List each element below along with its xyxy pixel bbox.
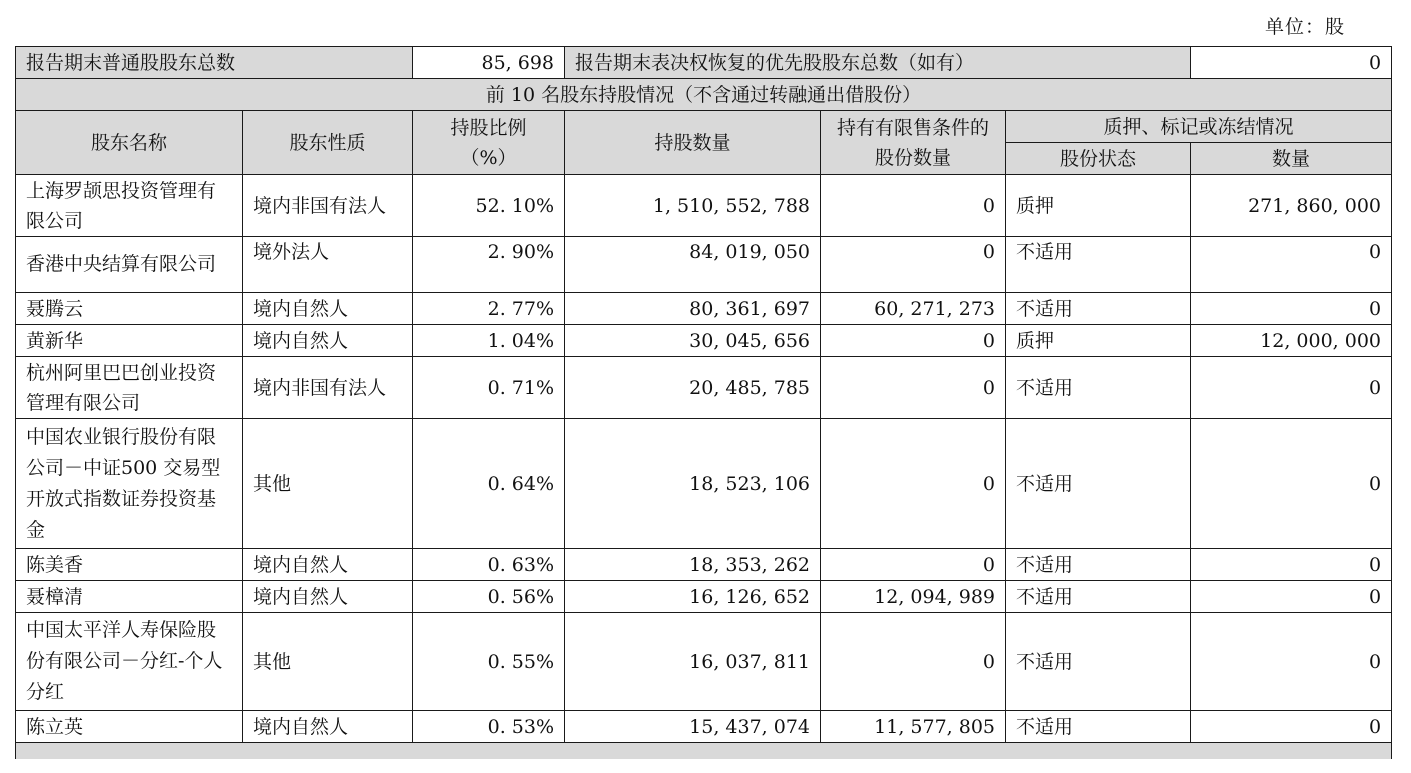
table-row (16, 325, 1392, 357)
table-row (16, 293, 1392, 325)
holding-ratio: 2. 77% (413, 293, 565, 325)
common-holders-label: 报告期末普通股股东总数 (16, 47, 413, 79)
restricted-shares: 60, 271, 273 (821, 293, 1006, 325)
holder-name: 黄新华 (16, 325, 243, 357)
table-row (16, 549, 1392, 581)
pledge-qty: 0 (1191, 293, 1392, 325)
holder-nature: 境内自然人 (243, 581, 413, 613)
header-ratio-label: 持股比例 (450, 116, 527, 139)
holding-shares: 18, 353, 262 (565, 549, 821, 581)
header-pledge-status: 股份状态 (1006, 143, 1191, 175)
table-row (16, 711, 1392, 743)
common-holders-value: 85, 698 (413, 47, 565, 79)
pledge-qty: 0 (1191, 711, 1392, 743)
header-nature: 股东性质 (243, 111, 413, 175)
restricted-shares: 0 (821, 175, 1006, 237)
pledge-status: 质押 (1006, 175, 1191, 237)
holding-shares: 84, 019, 050 (565, 237, 821, 293)
pledge-status: 不适用 (1006, 357, 1191, 419)
header-restricted: 持有有限售条件的股份数量 (821, 111, 1006, 175)
holding-ratio: 0. 53% (413, 711, 565, 743)
holding-ratio: 0. 56% (413, 581, 565, 613)
header-name: 股东名称 (16, 111, 243, 175)
pledge-qty: 0 (1191, 419, 1392, 549)
header-ratio-unit: （%） (460, 146, 517, 169)
holder-nature: 境内自然人 (243, 325, 413, 357)
header-pledge-qty: 数量 (1191, 143, 1392, 175)
header-row-1 (16, 111, 1392, 143)
table-row (16, 237, 1392, 293)
holding-ratio: 2. 90% (413, 237, 565, 293)
preferred-holders-value: 0 (1191, 47, 1392, 79)
pledge-qty: 12, 000, 000 (1191, 325, 1392, 357)
pledge-status: 不适用 (1006, 293, 1191, 325)
pledge-status: 不适用 (1006, 613, 1191, 711)
holding-ratio: 0. 63% (413, 549, 565, 581)
holder-nature: 境内自然人 (243, 293, 413, 325)
holding-ratio: 0. 71% (413, 357, 565, 419)
holding-shares: 80, 361, 697 (565, 293, 821, 325)
restricted-shares: 0 (821, 357, 1006, 419)
holding-shares: 1, 510, 552, 788 (565, 175, 821, 237)
holder-nature: 其他 (243, 613, 413, 711)
pledge-qty: 0 (1191, 581, 1392, 613)
holder-name: 中国太平洋人寿保险股份有限公司－分红-个人分红 (16, 613, 243, 711)
shareholder-table (15, 46, 1392, 759)
restricted-shares: 0 (821, 237, 1006, 293)
table-row (16, 357, 1392, 419)
restricted-shares: 0 (821, 549, 1006, 581)
holding-shares: 30, 045, 656 (565, 325, 821, 357)
unit-label: 单位：股 (1264, 16, 1345, 38)
holder-name: 上海罗颉思投资管理有限公司 (16, 175, 243, 237)
restricted-shares: 12, 094, 989 (821, 581, 1006, 613)
summary-row (16, 47, 1392, 79)
holding-ratio: 52. 10% (413, 175, 565, 237)
cut-off-row (16, 743, 1392, 759)
holder-name: 中国农业银行股份有限公司－中证500 交易型开放式指数证券投资基金 (16, 419, 243, 549)
restricted-shares: 0 (821, 419, 1006, 549)
pledge-status: 不适用 (1006, 549, 1191, 581)
table-row (16, 175, 1392, 237)
holding-shares: 16, 037, 811 (565, 613, 821, 711)
restricted-shares: 0 (821, 613, 1006, 711)
pledge-qty: 271, 860, 000 (1191, 175, 1392, 237)
holder-nature: 境外法人 (243, 237, 413, 293)
table-row (16, 419, 1392, 549)
holding-shares: 15, 437, 074 (565, 711, 821, 743)
table-row (16, 581, 1392, 613)
pledge-qty: 0 (1191, 237, 1392, 293)
preferred-holders-label: 报告期末表决权恢复的优先股股东总数（如有） (565, 47, 1191, 79)
section-title: 前 10 名股东持股情况（不含通过转融通出借股份） (16, 79, 1392, 111)
section-title-row (16, 79, 1392, 111)
holder-name: 陈美香 (16, 549, 243, 581)
restricted-shares: 11, 577, 805 (821, 711, 1006, 743)
pledge-qty: 0 (1191, 549, 1392, 581)
holder-name: 杭州阿里巴巴创业投资管理有限公司 (16, 357, 243, 419)
header-pledge-group: 质押、标记或冻结情况 (1006, 111, 1392, 143)
pledge-qty: 0 (1191, 357, 1392, 419)
holder-name: 陈立英 (16, 711, 243, 743)
restricted-shares: 0 (821, 325, 1006, 357)
holding-ratio: 0. 64% (413, 419, 565, 549)
holder-name: 香港中央结算有限公司 (16, 237, 243, 293)
pledge-qty: 0 (1191, 613, 1392, 711)
holder-nature: 境内自然人 (243, 549, 413, 581)
holding-shares: 18, 523, 106 (565, 419, 821, 549)
holding-ratio: 1. 04% (413, 325, 565, 357)
holder-name: 聂樟清 (16, 581, 243, 613)
pledge-status: 质押 (1006, 325, 1191, 357)
pledge-status: 不适用 (1006, 419, 1191, 549)
holder-nature: 境内非国有法人 (243, 357, 413, 419)
cut-off-row-fill (16, 743, 1392, 759)
header-ratio (413, 111, 565, 175)
holding-shares: 20, 485, 785 (565, 357, 821, 419)
holding-shares: 16, 126, 652 (565, 581, 821, 613)
holder-nature: 境内非国有法人 (243, 175, 413, 237)
header-shares: 持股数量 (565, 111, 821, 175)
holder-name: 聂腾云 (16, 293, 243, 325)
pledge-status: 不适用 (1006, 237, 1191, 293)
pledge-status: 不适用 (1006, 581, 1191, 613)
holding-ratio: 0. 55% (413, 613, 565, 711)
holder-nature: 其他 (243, 419, 413, 549)
table-row (16, 613, 1392, 711)
pledge-status: 不适用 (1006, 711, 1191, 743)
holder-nature: 境内自然人 (243, 711, 413, 743)
